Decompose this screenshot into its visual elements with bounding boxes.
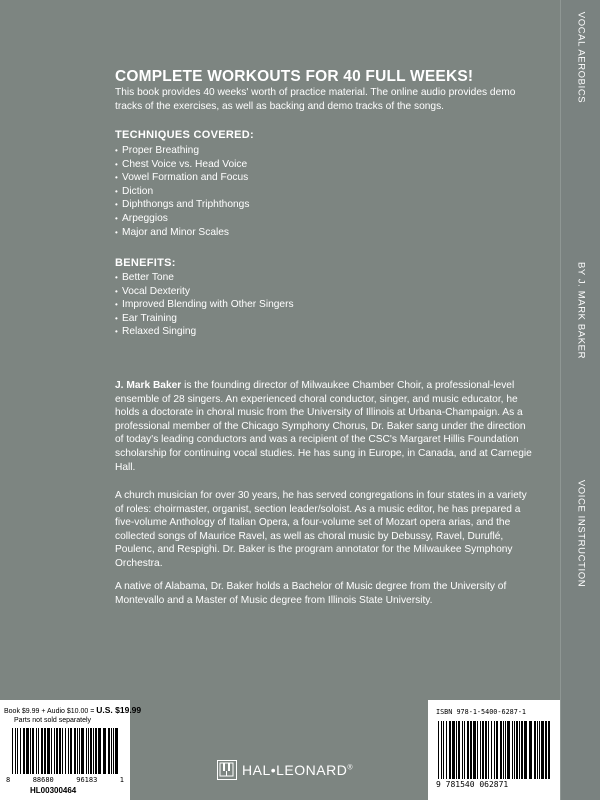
barcode-bar: [512, 721, 513, 779]
parts-note: Parts not sold separately: [14, 717, 92, 724]
bullet-icon: •: [115, 286, 118, 296]
bio-paragraph-1: J. Mark Baker is the founding director of Milwaukee Chamber Choir, a professional-level ensemble of 28 singers. An experienced choral conductor, singer, and music educator, he holds a doctorate in choral music from the University of Illinois at Urbana-Champaign. As a professional member of the Chicago Symphony Chorus, Dr. Baker sang under the direction of today's leading conductors and was a recipient of the CSC's Margaret Hillis Foundation scholarship for continuing vocal studies. He has sung in Europe, in Canada, and at Carnegie Hall.: [115, 380, 532, 473]
barcode-bar: [462, 721, 463, 779]
list-item: • Relaxed Singing: [115, 326, 197, 338]
barcode-bar: [12, 728, 13, 774]
barcode-bar: [86, 728, 87, 774]
spine-author: BY J. MARK BAKER: [575, 261, 587, 360]
list-item: • Diction: [115, 185, 154, 197]
techniques-heading: TECHNIQUES COVERED:: [115, 129, 254, 141]
barcode-bar: [90, 728, 92, 774]
bullet-icon: •: [115, 173, 118, 183]
barcode-bar: [494, 721, 495, 779]
barcode-bar: [32, 728, 34, 774]
barcode-bar: [485, 721, 487, 779]
isbn-barcode: [436, 721, 552, 779]
barcode-bar: [467, 721, 469, 779]
barcode-bar: [51, 728, 52, 774]
barcode-bar: [438, 721, 439, 779]
barcode-bar: [74, 728, 76, 774]
barcode-bar: [488, 721, 489, 779]
barcode-bar: [20, 728, 21, 774]
barcode-bar: [81, 728, 84, 774]
barcode-bar: [529, 721, 532, 779]
barcode-bar: [482, 721, 484, 779]
bullet-icon: •: [115, 186, 118, 196]
barcode-bar: [443, 721, 444, 779]
list-item: • Major and Minor Scales: [115, 226, 230, 238]
intro-paragraph: This book provides 40 weeks' worth of practice material. The online audio provides demo tracks of the exercises, as well as backing and demo tracks of the songs.: [115, 87, 516, 112]
barcode-bar: [68, 728, 69, 774]
list-item: • Ear Training: [115, 312, 177, 324]
barcode-bar: [115, 728, 118, 774]
barcode-bar: [44, 728, 46, 774]
barcode-bar: [477, 721, 478, 779]
barcode-bar: [545, 721, 547, 779]
barcode-bar: [539, 721, 540, 779]
publisher-logo: [217, 758, 387, 782]
bullet-icon: •: [115, 273, 118, 282]
barcode-bar: [17, 728, 18, 774]
bullet-icon: •: [115, 313, 118, 323]
price-line: Book $9.99 + Audio $10.00 = U.S. $19.99: [4, 705, 142, 715]
barcode-bar: [88, 728, 89, 774]
barcode-bar: [537, 721, 538, 779]
bullet-icon: •: [115, 327, 118, 337]
spine: [560, 0, 600, 800]
barcode-bar: [500, 721, 502, 779]
barcode-bar: [70, 728, 72, 774]
barcode-bar: [23, 728, 25, 774]
barcode-bar: [111, 728, 112, 774]
barcode-bar: [496, 721, 498, 779]
isbn-digits: 9 781540 062871: [436, 780, 509, 789]
list-item: • Arpeggios: [115, 212, 168, 224]
price-label: [0, 700, 142, 800]
barcode-bar: [548, 721, 550, 779]
bullet-icon: •: [115, 200, 118, 210]
author-name: J. Mark Baker: [115, 380, 182, 391]
barcode-bar: [541, 721, 544, 779]
list-item: • Vocal Dexterity: [115, 285, 190, 297]
upc-barcode: [10, 728, 122, 774]
list-item: • Vowel Formation and Focus: [115, 172, 249, 184]
barcode-bar: [458, 721, 460, 779]
barcode-bar: [56, 728, 58, 774]
barcode-bar: [103, 728, 106, 774]
barcode-bar: [449, 721, 451, 779]
headline: COMPLETE WORKOUTS FOR 40 FULL WEEKS!: [115, 68, 474, 85]
list-item: • Improved Blending with Other Singers: [115, 299, 294, 311]
barcode-bar: [77, 728, 78, 774]
barcode-bar: [524, 721, 527, 779]
bullet-icon: •: [115, 146, 118, 155]
barcode-bar: [38, 728, 39, 774]
barcode-bar: [47, 728, 50, 774]
barcode-bar: [41, 728, 43, 774]
barcode-bar: [446, 721, 447, 779]
bullet-icon: •: [115, 227, 118, 237]
spine-category: VOICE INSTRUCTION: [575, 479, 587, 588]
techniques-list: [115, 144, 249, 239]
barcode-bar: [26, 728, 29, 774]
barcode-bar: [521, 721, 523, 779]
barcode-bar: [507, 721, 510, 779]
list-item: • Proper Breathing: [115, 145, 200, 156]
barcode-bar: [516, 721, 518, 779]
barcode-bar: [441, 721, 442, 779]
keyboard-mark-icon: [218, 761, 235, 778]
barcode-bar: [15, 728, 16, 774]
barcode-bar: [54, 728, 55, 774]
benefits-heading: BENEFITS:: [115, 257, 176, 269]
benefits-list: [115, 271, 294, 339]
barcode-bar: [503, 721, 504, 779]
list-item: • Diphthongs and Triphthongs: [115, 199, 250, 211]
bio-paragraph-3: A native of Alabama, Dr. Baker holds a Bachelor of Music degree from the University of Montevallo and a Master of Music degree from Illinois State University.: [115, 581, 507, 606]
barcode-bar: [95, 728, 97, 774]
barcode-bar: [519, 721, 520, 779]
barcode-bar: [452, 721, 455, 779]
bio-paragraph-2: A church musician for over 30 years, he has served congregations in four states in a variety of roles: choirmaster, organist, section leader/soloist. As a music editor, he has prepared a five-volume Anthology of Italian Opera, a four-volume set of Mozart opera arias, and the collected songs of Maurice Ravel, as well as choral music by Debussy, Ravel, Duruflé, Poulenc, and Respighi. Dr. Baker is the program annotator for the Milwaukee Symphony Orchestra.: [115, 490, 527, 569]
isbn-text: ISBN 978-1-5400-6287-1: [436, 708, 527, 716]
barcode-bar: [62, 728, 63, 774]
barcode-bar: [464, 721, 465, 779]
barcode-bar: [59, 728, 61, 774]
list-item: • Chest Voice vs. Head Voice: [115, 158, 248, 170]
barcode-bar: [480, 721, 481, 779]
barcode-bar: [65, 728, 66, 774]
upc-digits: 8 88680 96183 1: [6, 776, 124, 784]
spine-title: VOCAL AEROBICS: [575, 11, 587, 104]
list-item: • Better Tone: [115, 272, 174, 283]
barcode-bar: [470, 721, 472, 779]
barcode-bar: [30, 728, 31, 774]
hal-leonard-mark-icon: [217, 760, 237, 780]
barcode-bar: [79, 728, 80, 774]
barcode-bar: [108, 728, 110, 774]
publisher-name: HAL•LEONARD®: [242, 762, 353, 778]
barcode-bar: [534, 721, 536, 779]
barcode-bar: [93, 728, 94, 774]
barcode-bar: [113, 728, 114, 774]
barcode-bar: [36, 728, 37, 774]
barcode-bar: [456, 721, 457, 779]
bullet-icon: •: [115, 213, 118, 223]
product-code: HL00300464: [30, 786, 77, 795]
barcode-bar: [505, 721, 506, 779]
barcode-bar: [98, 728, 101, 774]
isbn-label: [428, 700, 560, 800]
barcode-bar: [514, 721, 515, 779]
bullet-icon: •: [115, 300, 118, 310]
barcode-bar: [491, 721, 492, 779]
price-total: U.S. $19.99: [96, 705, 142, 715]
bullet-icon: •: [115, 159, 118, 169]
barcode-bar: [473, 721, 476, 779]
